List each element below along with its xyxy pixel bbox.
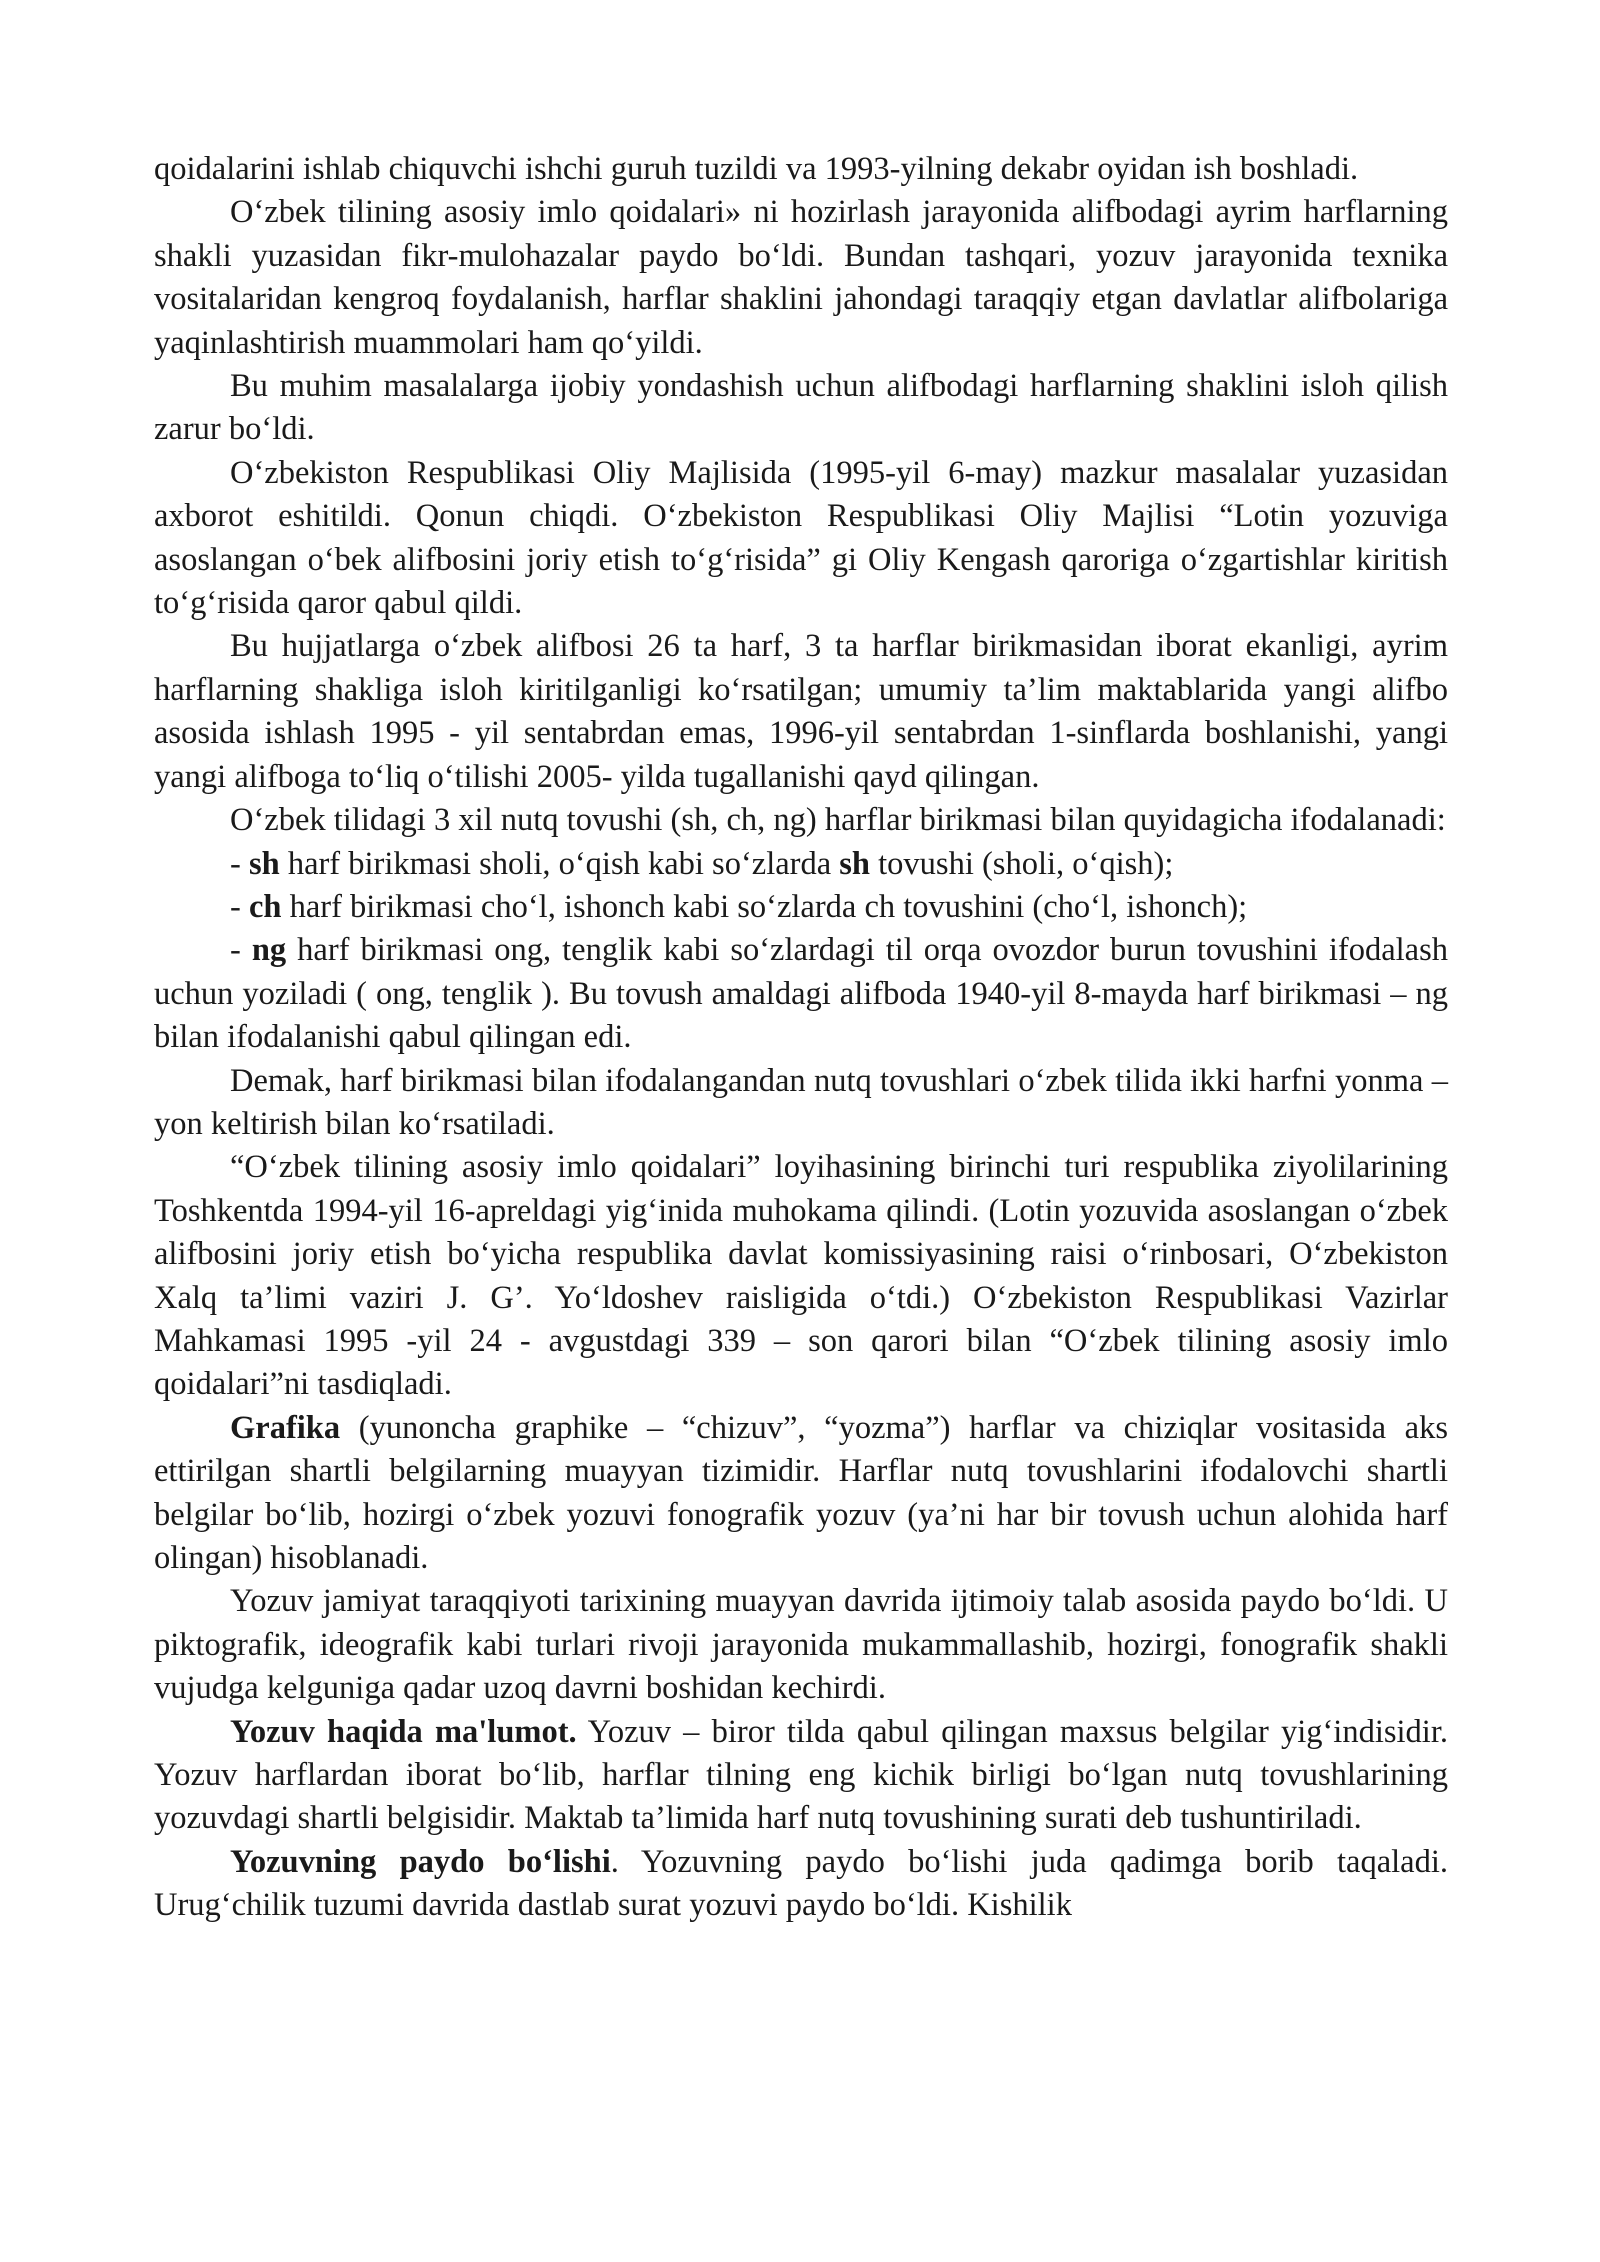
list-item-ch: - ch harf birikmasi cho‘l, ishonch kabi so‘zlarda ch tovushini (cho‘l, ishonch); xyxy=(230,888,1248,925)
list-item-sh: - sh harf birikmasi sholi, o‘qish kabi so‘zlarda sh tovushi (sholi, o‘qish); xyxy=(230,845,1174,882)
paragraph: Yozuv jamiyat taraqqiyoti tarixining muayyan davrida ijtimoiy talab asosida paydo bo‘ldi. U piktografik, ideografik kabi turlari rivoji jarayonida mukammallashib, hozirgi, fonografik shakli vujudga kelguniga qadar uzoq davrni boshidan kechirdi. xyxy=(154,1583,1448,1707)
term-yozuvning-paydo: Yozuvning paydo bo‘lishi xyxy=(230,1843,611,1880)
list-item-ng: - ng harf birikmasi ong, tenglik kabi so‘zlardagi til orqa ovozdor burun tovushini ifodalash uchun yoziladi ( ong, tenglik ). Bu tovush amaldagi alifboda 1940-yil 8-mayda harf birikmasi – ng bilan ifodalanishi qabul qilingan edi. xyxy=(154,932,1448,1056)
term-sh-inline: sh xyxy=(839,845,871,882)
paragraph: O‘zbek tilining asosiy imlo qoidalari» ni hozirlash jarayonida alifbodagi ayrim harflarning shakli yuzasidan fikr-mulohazalar paydo bo‘ldi. Bundan tashqari, yozuv jarayonida texnika vositalaridan kengroq foydalanish, harflar shaklini jahondagi taraqqiy etgan davlatlar alifbolariga yaqinlashtirish muammolari ham qo‘yildi. xyxy=(154,194,1448,361)
paragraph-grafika: Grafika (yunoncha graphike – “chizuv”, “yozma”) harflar va chiziqlar vositasida aks ettirilgan shartli belgilarning muayyan tizimidir. Harflar nutq tovushlarini ifodalovchi shartli belgilar bo‘lib, hozirgi o‘zbek yozuvi fonografik yozuv (ya’ni har bir tovush uchun alohida harf olingan) hisoblanadi. xyxy=(154,1409,1448,1576)
paragraph-yozuv-haqida: Yozuv haqida ma'lumot. Yozuv – biror tilda qabul qilingan maxsus belgilar yig‘indisidir. Yozuv harflardan iborat bo‘lib, harflar tilning eng kichik birligi bo‘lgan nutq tovushlarining yozuvdagi shartli belgisidir. Maktab ta’limida harf nutq tovushining surati deb tushuntiriladi. xyxy=(154,1713,1448,1837)
paragraph: Demak, harf birikmasi bilan ifodalangandan nutq tovushlari o‘zbek tilida ikki harfni yonma – yon keltirish bilan ko‘rsatiladi. xyxy=(154,1062,1448,1142)
term-sh: sh xyxy=(248,845,280,882)
paragraph: Bu hujjatlarga o‘zbek alifbosi 26 ta harf, 3 ta harflar birikmasidan iborat ekanligi, ayrim harflarning shakliga isloh kiritilganligi ko‘rsatilgan; umumiy ta’lim maktablarida yangi alifbo asosida ishlash 1995 - yil sentabrdan emas, 1996-yil sentabrdan 1-sinflarda boshlanishi, yangi yangi alifboga to‘liq o‘tilishi 2005- yilda tugallanishi qayd qilingan. xyxy=(154,628,1448,795)
paragraph: O‘zbekiston Respublikasi Oliy Majlisida (1995-yil 6-may) mazkur masalalar yuzasidan axborot eshitildi. Qonun chiqdi. O‘zbekiston Respublikasi Oliy Majlisi “Lotin yozuviga asoslangan o‘bek alifbosini joriy etish to‘g‘risida” gi Oliy Kengash qaroriga o‘zgartishlar kiritish to‘g‘risida qaror qabul qildi. xyxy=(154,454,1448,622)
paragraph-yozuvning-paydo: Yozuvning paydo bo‘lishi. Yozuvning paydo bo‘lishi juda qadimga borib taqaladi. Urug‘chilik tuzumi davrida dastlab surat yozuvi paydo bo‘ldi. Kishilik xyxy=(154,1843,1448,1924)
term-yozuv-haqida: Yozuv haqida ma'lumot. xyxy=(230,1713,577,1750)
document-page xyxy=(154,148,1448,1928)
paragraph: O‘zbek tilidagi 3 xil nutq tovushi (sh, ch, ng) harflar birikmasi bilan quyidagicha ifodalanadi: xyxy=(230,802,1446,839)
term-grafika: Grafika xyxy=(230,1409,341,1446)
term-ng: ng xyxy=(251,932,287,969)
paragraph: qoidalarini ishlab chiquvchi ishchi guruh tuzildi va 1993-yilning dekabr oyidan ish boshladi. xyxy=(154,151,1359,187)
term-ch: ch xyxy=(248,888,282,925)
paragraph: Bu muhim masalalarga ijobiy yondashish uchun alifbodagi harflarning shaklini isloh qilish zarur bo‘ldi. xyxy=(154,368,1448,448)
paragraph: “O‘zbek tilining asosiy imlo qoidalari” loyihasining birinchi turi respublika ziyolilarining Toshkentda 1994-yil 16-apreldagi yig‘inida muhokama qilindi. (Lotin yozuvida asoslangan o‘zbek alifbosini joriy etish bo‘yicha respublika davlat komissiyasining raisi o‘rinbosari, O‘zbekiston Xalq ta’limi vaziri J. G’. Yo‘ldoshev raisligida o‘tdi.) O‘zbekiston Respublikasi Vazirlar Mahkamasi 1995 -yil 24 - avgustdagi 339 – son qarori bilan “O‘zbek tilining asosiy imlo qoidalari”ni tasdiqladi. xyxy=(154,1149,1448,1403)
